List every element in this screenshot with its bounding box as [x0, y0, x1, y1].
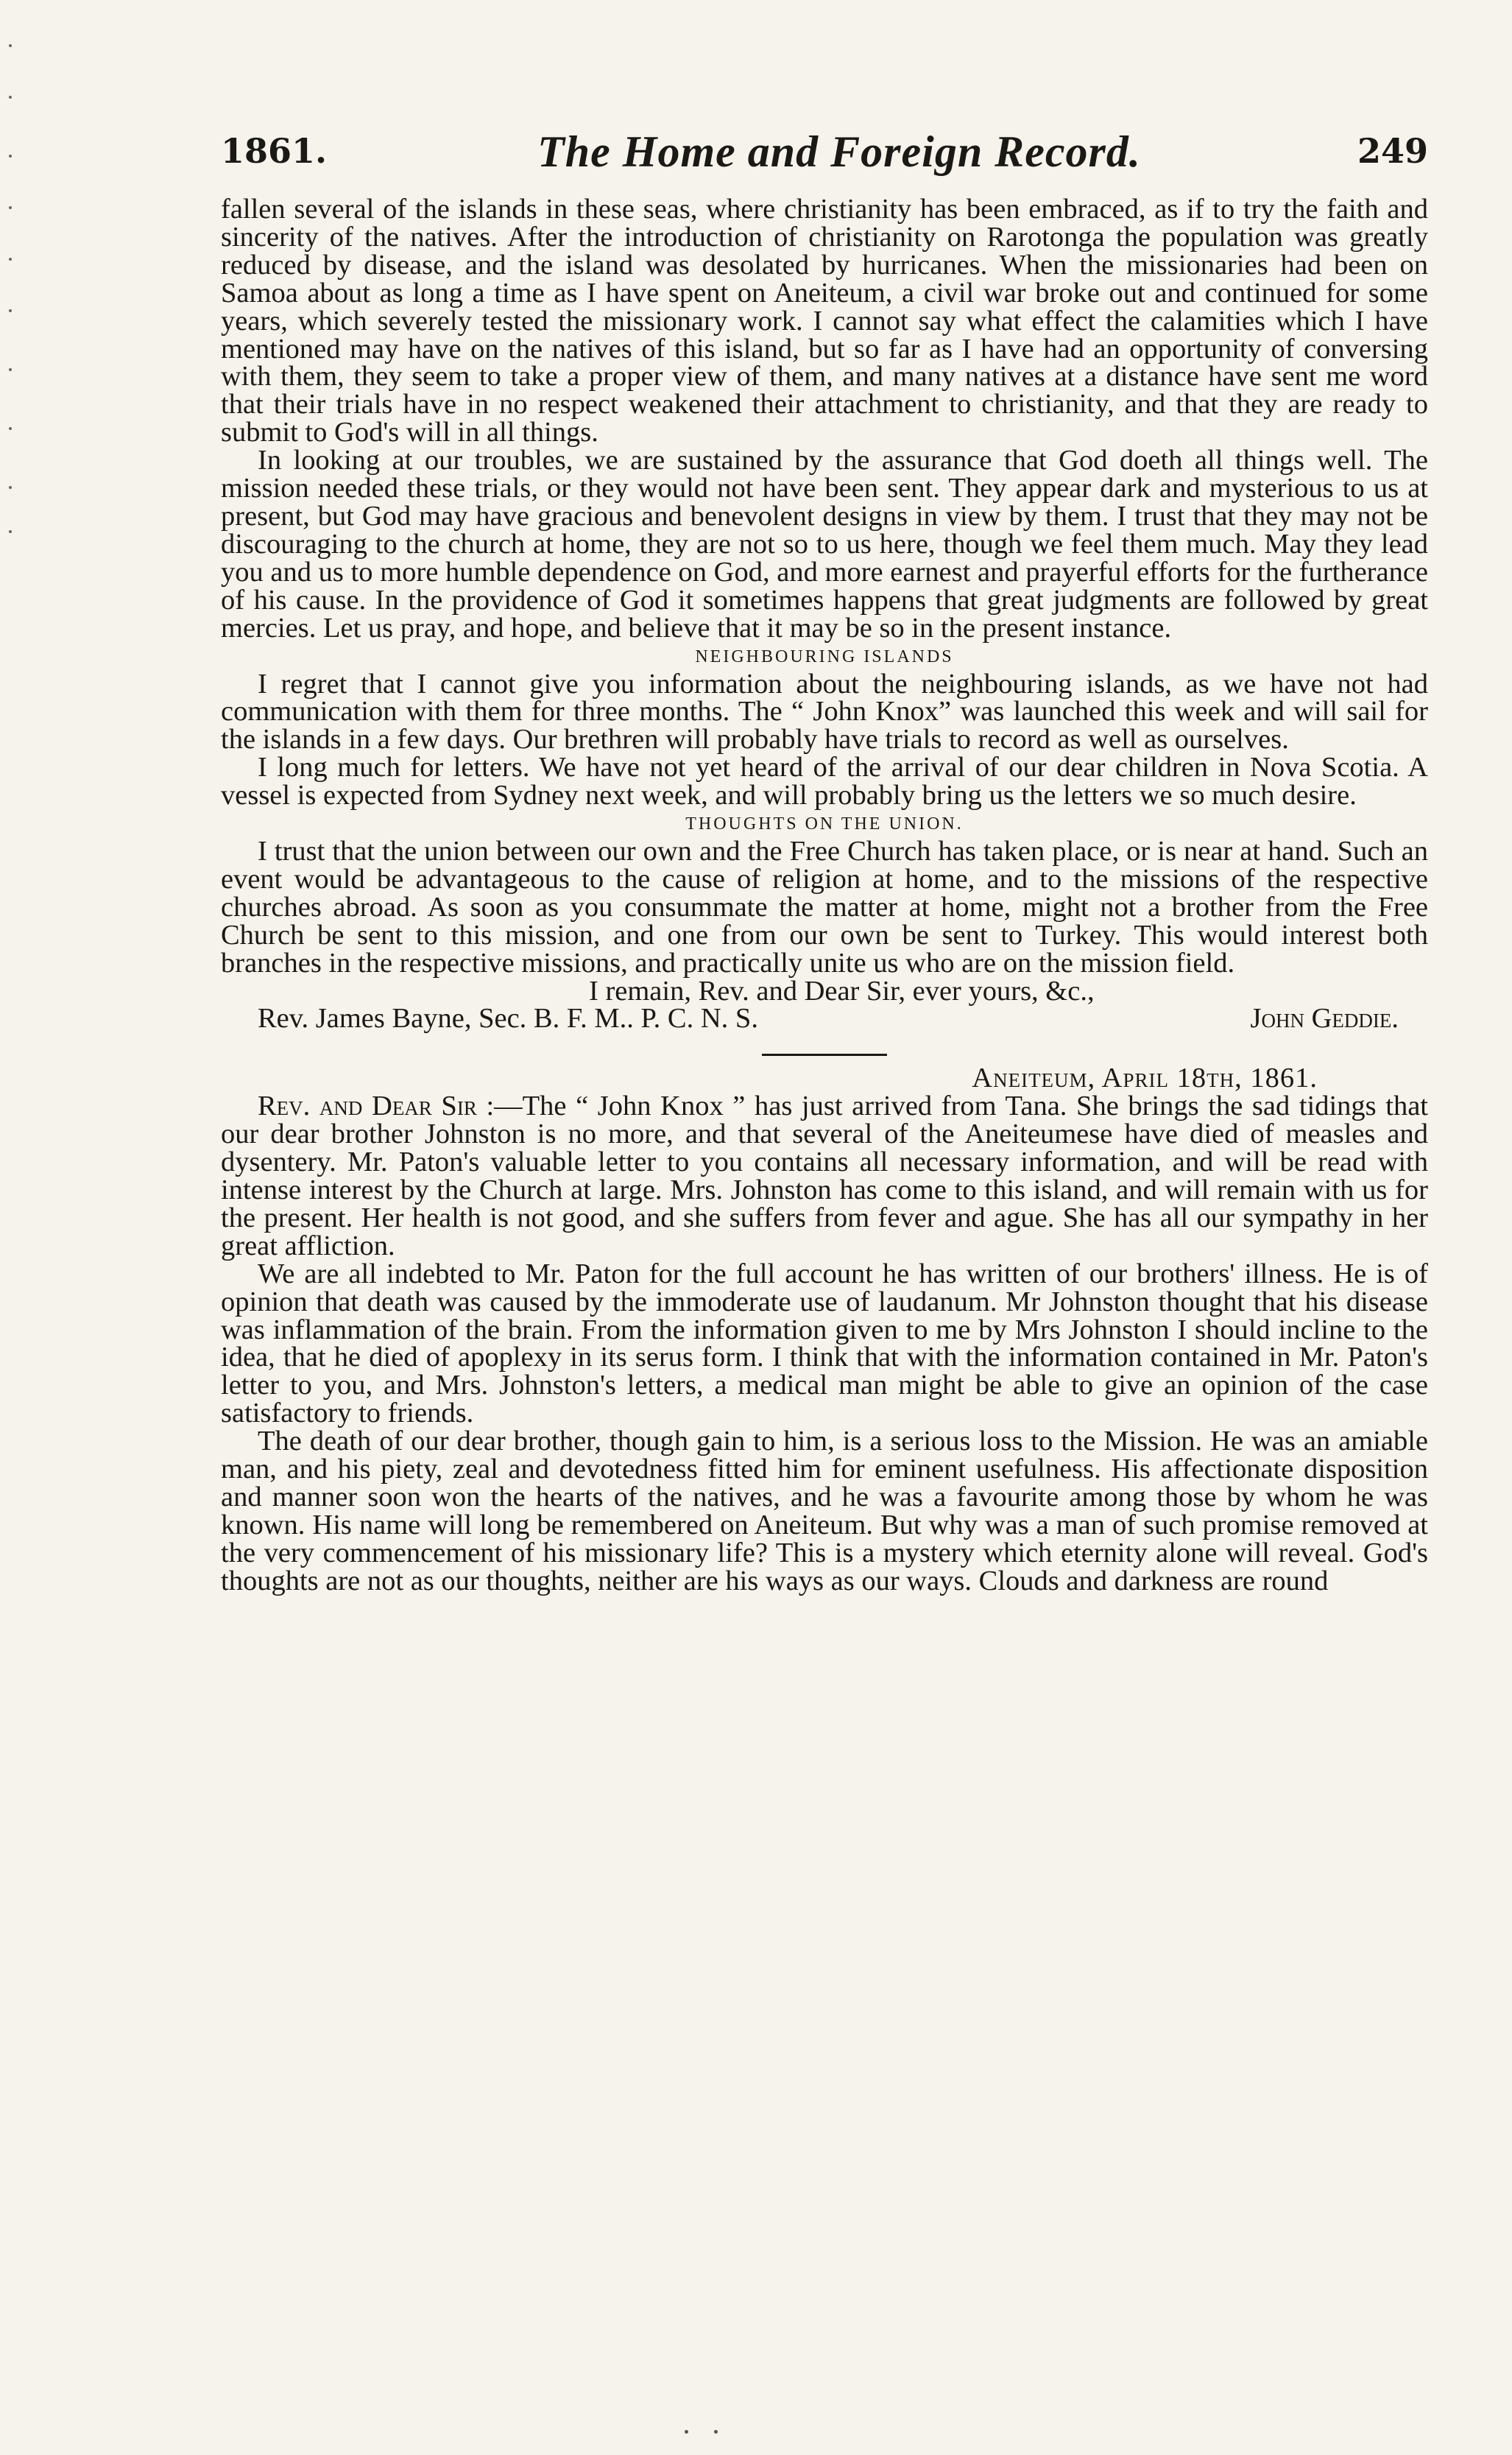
dateline: Aneiteum, April 18th, 1861.: [972, 1063, 1318, 1094]
binding-margin-marks: [4, 15, 22, 560]
paragraph-4: I long much for letters. We have not yet heard of the arrival of our dear children in Nova Scotia. A vessel is expected from Sydney next week, and will probably bring us the letters we so much desire.: [221, 752, 1428, 811]
paragraph-1: fallen several of the islands in these seas, where christianity has been embraced, as if to try the faith and sincerity of the natives. After the introduction of christianity on Rarotonga the population was greatly reduced by disease, and the island was desolated by hurricanes. When the missionaries had been on Samoa about as long a time as I have spent on Aneiteum, a civil war broke out and continued for some years, which severely tested the missionary work. I cannot say what effect the calamities which I have mentioned may have on the natives of this island, but so far as I have had an opportunity of conversing with them, they seem to take a proper view of them, and many natives at a distance have sent me word that their trials have in no respect weakened their attachment to christianity, and that they are ready to submit to God's will in all things.: [221, 194, 1428, 448]
signature-row: [221, 1005, 1428, 1033]
signature: John Geddie.: [1250, 1003, 1399, 1035]
paragraph-6: [221, 1093, 1428, 1260]
section-divider-rule: [762, 1054, 887, 1056]
header-year: 1861.: [221, 131, 328, 171]
header-title: The Home and Foreign Record.: [537, 127, 1141, 176]
paragraph-6-text: —The “ John Knox ” has just arrived from Tana. She brings the sad tidings that our dear brother Johnston is no more, and that several of the Aneiteumese have died of measles and dysentery. Mr. Paton's valuable letter to you contains all necessary information, and will be read with intense interest by the Church at large. Mrs. Johnston has come to this island, and will remain with us for the present. Her health is not good, and she suffers from fever and ague. She has all our sympathy in her great affliction.: [221, 1091, 1428, 1261]
page-number: 249: [1357, 131, 1428, 171]
article-body: [221, 196, 1428, 1596]
closing-line: I remain, Rev. and Dear Sir, ever yours, &c.,: [589, 975, 1095, 1007]
footer-marks: [685, 2430, 743, 2437]
running-header: [221, 127, 1428, 197]
subheading-neighbouring-islands: NEIGHBOURING ISLANDS: [695, 647, 954, 666]
addressee: Rev. James Bayne, Sec. B. F. M.. P. C. N. S.: [258, 1003, 758, 1035]
subheading-thoughts-on-union: THOUGHTS ON THE UNION.: [685, 814, 964, 834]
paragraph-3: I regret that I cannot give you information about the neighbouring islands, as we have not had communication with them for three months. The “ John Knox” was launched this week and will sail for the islands in a few days. Our brethren will probably have trials to record as well as ourselves.: [221, 668, 1428, 755]
paragraph-5: I trust that the union between our own and the Free Church has taken place, or is near at hand. Such an event would be advantageous to the cause of religion at home, and to the missions of the respective churches abroad. As soon as you consummate the matter at home, might not a brother from the Free Church be sent to this mission, and one from our own be sent to Turkey. This would interest both branches in the respective missions, and practically unite us who are on the mission field.: [221, 836, 1428, 979]
paragraph-8: The death of our dear brother, though gain to him, is a serious loss to the Mission. He was an amiable man, and his piety, zeal and devotedness fitted him for eminent usefulness. His affectionate disposition and manner soon won the hearts of the natives, and he was a favourite among those by whom he was known. His name will long be remembered on Aneiteum. But why was a man of such promise removed at the very commencement of his missionary life? This is a mystery which eternity alone will reveal. God's thoughts are not as our thoughts, neither are his ways as our ways. Clouds and darkness are round: [221, 1426, 1428, 1596]
paragraph-7: We are all indebted to Mr. Paton for the full account he has written of our brothers' illness. He is of opinion that death was caused by the immoderate use of laudanum. Mr Johnston thought that his disease was inflammation of the brain. From the information given to me by Mrs Johnston I should incline to the idea, that he died of apoplexy in its serus form. I think that with the information contained in Mr. Paton's letter to you, and Mrs. Johnston's letters, a medical man might be able to give an opinion of the case satisfactory to friends.: [221, 1258, 1428, 1429]
salutation: Rev. and Dear Sir :: [258, 1091, 495, 1122]
paragraph-2: In looking at our troubles, we are sustained by the assurance that God doeth all things well. The mission needed these trials, or they would not have been sent. They appear dark and mysterious to us at present, but God may have gracious and benevolent designs in view by them. I trust that they may not be discouraging to the church at home, they are not so to us here, though we feel them much. May they lead you and us to more humble dependence on God, and more earnest and prayerful efforts for the furtherance of his cause. In the providence of God it sometimes happens that great judgments are followed by great mercies. Let us pray, and hope, and believe that it may be so in the present instance.: [221, 445, 1428, 644]
